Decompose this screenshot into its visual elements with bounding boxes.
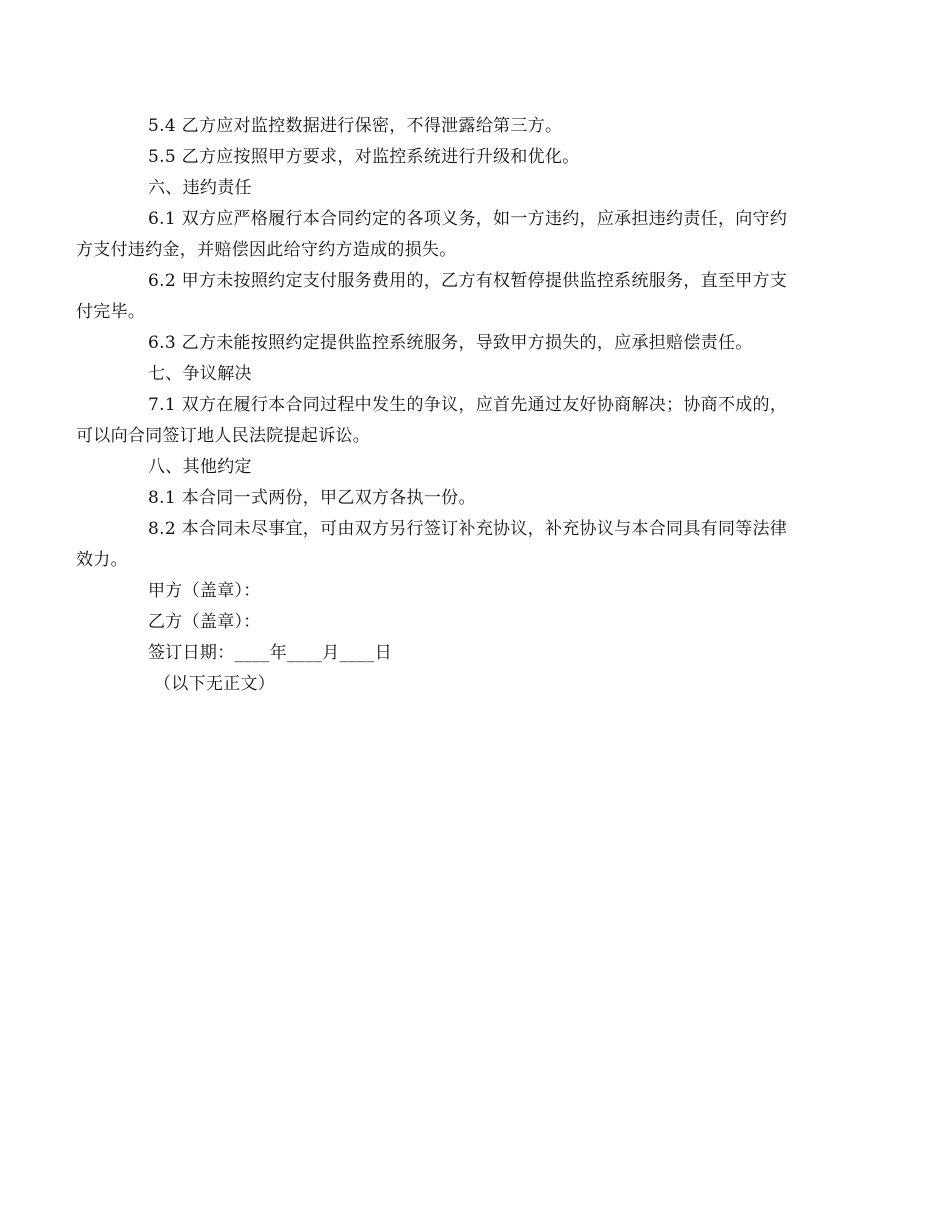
clause-line: 6.2 甲方未按照约定支付服务费用的，乙方有权暂停提供监控系统服务，直至甲方支 xyxy=(148,271,788,291)
section-heading-other-provisions xyxy=(112,452,838,483)
section-heading-text: 七、争议解决 xyxy=(148,364,252,384)
document-body xyxy=(76,111,838,700)
clause-8-2 xyxy=(76,514,838,576)
clause-line: 7.1 双方在履行本合同过程中发生的争议，应首先通过友好协商解决；协商不成的， xyxy=(148,395,788,415)
clause-line: 6.1 双方应严格履行本合同约定的各项义务，如一方违约，应承担违约责任，向守约 xyxy=(148,209,788,229)
clause-line: 8.2 本合同未尽事宜，可由双方另行签订补充协议，补充协议与本合同具有同等法律 xyxy=(148,519,788,539)
clause-5-5 xyxy=(112,142,838,173)
party-a-seal-line xyxy=(112,576,838,607)
section-heading-dispute-resolution xyxy=(112,359,838,390)
party-b-seal-line xyxy=(112,607,838,638)
clause-7-1 xyxy=(76,390,838,452)
signature-label: 乙方（盖章）： xyxy=(148,612,261,632)
clause-line: 可以向合同签订地人民法院提起诉讼。 xyxy=(76,426,371,446)
clause-6-2 xyxy=(76,266,838,328)
clause-line: 方支付违约金，并赔偿因此给守约方造成的损失。 xyxy=(76,240,457,260)
end-of-text-note xyxy=(112,669,838,700)
section-heading-text: 八、其他约定 xyxy=(148,457,252,477)
clause-line: 付完毕。 xyxy=(76,302,146,322)
clause-text: 8.1 本合同一式两份，甲乙双方各执一份。 xyxy=(148,488,476,508)
clause-8-1 xyxy=(112,483,838,514)
signing-date-text: 签订日期：____年____月____日 xyxy=(148,643,392,663)
clause-text: 5.5 乙方应按照甲方要求，对监控系统进行升级和优化。 xyxy=(148,147,580,167)
section-heading-text: 六、违约责任 xyxy=(148,178,252,198)
clause-text: 6.3 乙方未能按照约定提供监控系统服务，导致甲方损失的，应承担赔偿责任。 xyxy=(148,333,753,353)
section-heading-breach-liability xyxy=(112,173,838,204)
signing-date-line xyxy=(112,638,838,669)
clause-6-1 xyxy=(76,204,838,266)
clause-6-3 xyxy=(112,328,838,359)
clause-text: 5.4 乙方应对监控数据进行保密，不得泄露给第三方。 xyxy=(148,116,563,136)
end-note-text: （以下无正文） xyxy=(154,674,276,694)
clause-5-4 xyxy=(112,111,838,142)
clause-line: 效力。 xyxy=(76,550,128,570)
signature-label: 甲方（盖章）： xyxy=(148,581,261,601)
